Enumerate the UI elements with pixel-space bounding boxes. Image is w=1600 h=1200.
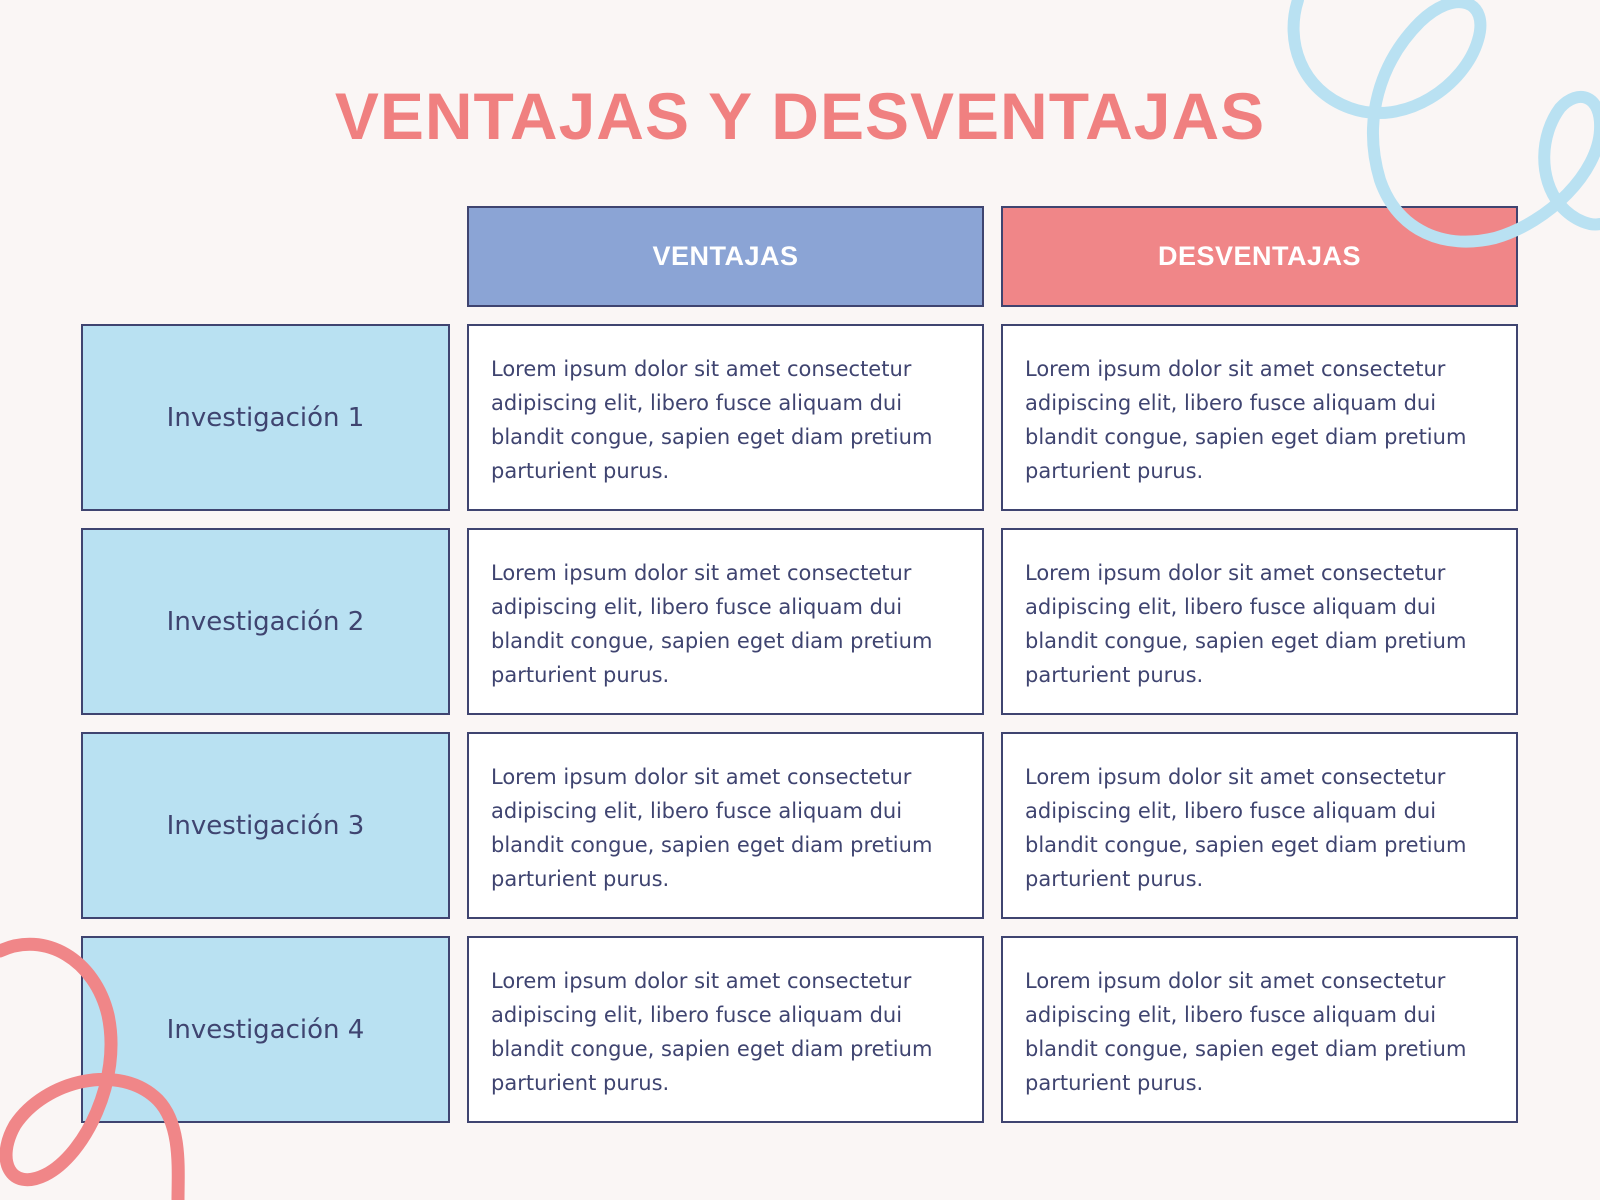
ventajas-cell-row-4: Lorem ipsum dolor sit amet consectetur adipiscing elit, libero fusce aliquam dui blandit congue, sapien eget diam pretium parturient purus. <box>467 936 984 1123</box>
desventajas-header-label: DESVENTAJAS <box>1157 241 1362 271</box>
row-label-investigacion-2 <box>81 528 450 715</box>
row-label-investigacion-4 <box>81 936 450 1123</box>
row-label-text: Investigación 1 <box>166 402 365 433</box>
page-title: VENTAJAS Y DESVENTAJAS <box>334 79 1266 153</box>
ventajas-cell-row-2: Lorem ipsum dolor sit amet consectetur adipiscing elit, libero fusce aliquam dui blandit congue, sapien eget diam pretium parturient purus. <box>467 528 984 715</box>
row-label-text: Investigación 3 <box>166 810 365 841</box>
row-label-investigacion-3 <box>81 732 450 919</box>
ventajas-cell-row-3: Lorem ipsum dolor sit amet consectetur adipiscing elit, libero fusce aliquam dui blandit congue, sapien eget diam pretium parturient purus. <box>467 732 984 919</box>
ventajas-cell-row-1: Lorem ipsum dolor sit amet consectetur adipiscing elit, libero fusce aliquam dui blandit congue, sapien eget diam pretium parturient purus. <box>467 324 984 511</box>
desventajas-cell-row-1: Lorem ipsum dolor sit amet consectetur adipiscing elit, libero fusce aliquam dui blandit congue, sapien eget diam pretium parturient purus. <box>1001 324 1518 511</box>
row-label-text: Investigación 2 <box>166 606 365 637</box>
desventajas-cell-row-4: Lorem ipsum dolor sit amet consectetur adipiscing elit, libero fusce aliquam dui blandit congue, sapien eget diam pretium parturient purus. <box>1001 936 1518 1123</box>
ventajas-header-label: VENTAJAS <box>652 241 799 271</box>
desventajas-cell-row-3: Lorem ipsum dolor sit amet consectetur adipiscing elit, libero fusce aliquam dui blandit congue, sapien eget diam pretium parturient purus. <box>1001 732 1518 919</box>
desventajas-cell-row-2: Lorem ipsum dolor sit amet consectetur adipiscing elit, libero fusce aliquam dui blandit congue, sapien eget diam pretium parturient purus. <box>1001 528 1518 715</box>
ventajas-column-header <box>467 206 984 307</box>
row-label-investigacion-1 <box>81 324 450 511</box>
row-label-text: Investigación 4 <box>166 1014 365 1045</box>
desventajas-column-header <box>1001 206 1518 307</box>
